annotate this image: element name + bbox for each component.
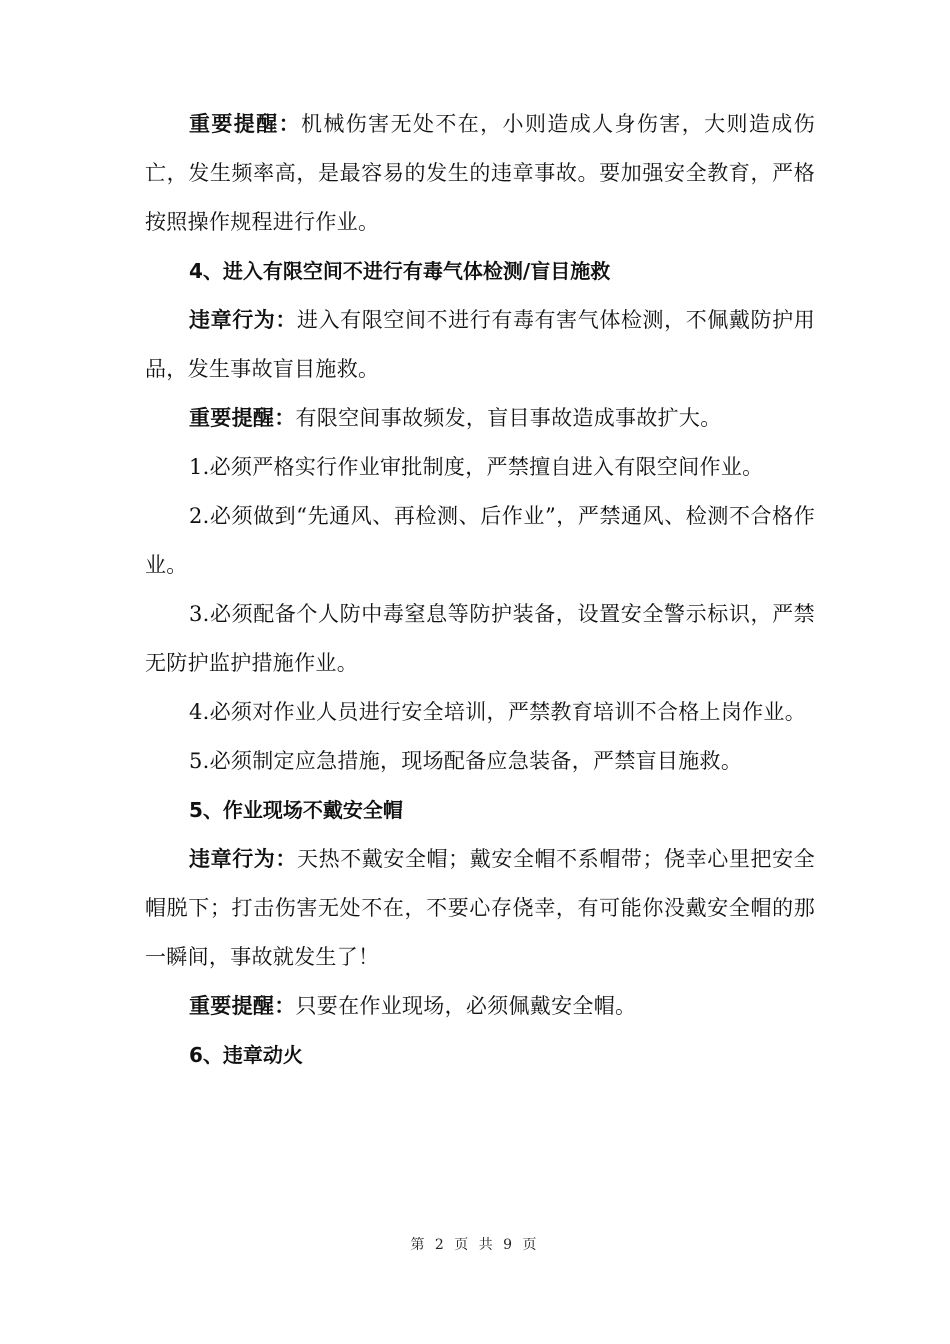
paragraph-label: 违章行为： xyxy=(189,847,297,871)
paragraph-text: 只要在作业现场，必须佩戴安全帽。 xyxy=(295,994,637,1018)
list-item-1: 1.必须严格实行作业审批制度，严禁擅自进入有限空间作业。 xyxy=(189,455,764,479)
section-heading-4: 4、进入有限空间不进行有毒气体检测/盲目施救 xyxy=(189,259,611,283)
document-body xyxy=(145,100,815,1080)
page-footer: 第 2 页 共 9 页 xyxy=(410,1237,540,1253)
paragraph-label: 重要提醒： xyxy=(189,994,296,1018)
paragraph-label: 违章行为： xyxy=(189,308,297,332)
paragraph-text: 机械伤害无处不在，小则造成人身伤害，大则造成伤亡，发生频率高，是最容易的发生的违章事故。要加强安全教育，严格按照操作规程进行作业。 xyxy=(145,112,815,234)
list-item-2: 2.必须做到“先通风、再检测、后作业”，严禁通风、检测不合格作业。 xyxy=(145,504,815,577)
paragraph-violation-helmet xyxy=(145,835,815,982)
list-item-4: 4.必须对作业人员进行安全培训，严禁教育培训不合格上岗作业。 xyxy=(189,700,807,724)
list-item-3: 3.必须配备个人防中毒窒息等防护装备，设置安全警示标识，严禁无防护监护措施作业。 xyxy=(145,602,815,675)
paragraph-reminder-helmet xyxy=(145,982,815,1031)
paragraph-text: 进入有限空间不进行有毒有害气体检测，不佩戴防护用品，发生事故盲目施救。 xyxy=(145,308,815,381)
paragraph-reminder-mechanical xyxy=(145,100,815,247)
paragraph-label: 重要提醒： xyxy=(189,112,301,136)
paragraph-label: 重要提醒： xyxy=(189,406,296,430)
paragraph-text: 天热不戴安全帽；戴安全帽不系帽带；侥幸心里把安全帽脱下；打击伤害无处不在，不要心存侥幸，有可能你没戴安全帽的那一瞬间，事故就发生了！ xyxy=(145,847,815,969)
paragraph-reminder-confined-space xyxy=(145,394,815,443)
section-heading-5: 5、作业现场不戴安全帽 xyxy=(189,798,403,822)
paragraph-violation-confined-space xyxy=(145,296,815,394)
list-item-5: 5.必须制定应急措施，现场配备应急装备，严禁盲目施救。 xyxy=(189,749,743,773)
paragraph-text: 有限空间事故频发，盲目事故造成事故扩大。 xyxy=(295,406,722,430)
section-heading-6: 6、违章动火 xyxy=(189,1043,303,1067)
